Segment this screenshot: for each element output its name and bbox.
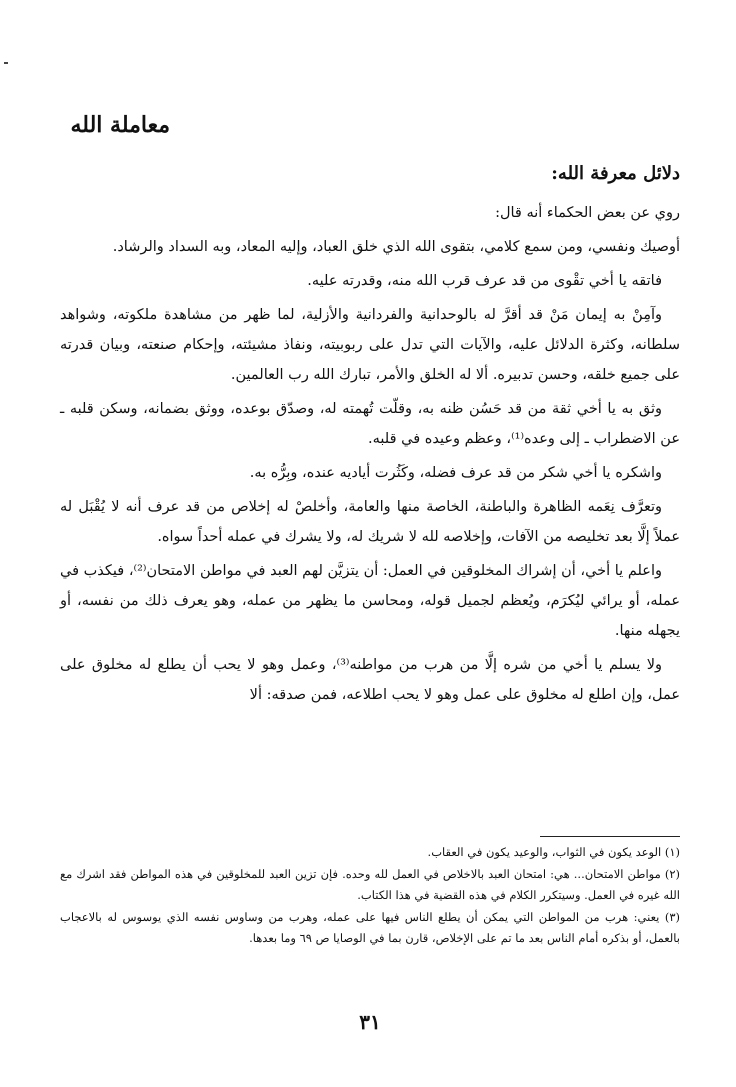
footnote-divider <box>540 836 680 837</box>
paragraph: وآمِنْ به إيمان مَنْ قد أقرَّ له بالوحدانية والفردانية والأزلية، لما ظهر من مشاهدة ملكوته، وشواهد سلطانه، وكثرة الدلائل عليه، والآيات التي تدل على ربوبيته، ونفاذ مشيئته، وإحكام صنعته، وبيان قدرته على جميع خلقه، وحسن تدبيره. ألا له الخلق والأمر، تبارك الله رب العالمين. <box>60 307 680 383</box>
footnotes <box>60 842 680 950</box>
paragraph: وتعرَّف نِعَمه الظاهرة والباطنة، الخاصة منها والعامة، وأخلصْ له إخلاص من قد عرف أنه لا يُقْبَل له عملاً إلَّا بعد تخليصه من الآفات، وإخلاصه لله لا شريك له، ولا يشرك في عمله أحداً سواه. <box>60 499 680 545</box>
footnote: (١) الوعد يكون في الثواب، والوعيد يكون في العقاب. <box>427 845 680 859</box>
paragraph: واعلم يا أخي، أن إشراك المخلوقين في العمل: أن يتزيَّن لهم العبد في مواطن الامتحان⁽²⁾، فيكذب في عمله، أو يرائي ليُكرَم، ويُعظم لجميل قوله، ومحاسن ما يظهر من عمله، وهو يعرف ذلك من نفسه، أو يجهله منها. <box>60 563 680 639</box>
paragraph: وثق به يا أخي ثقة من قد حَسُن ظنه به، وقلّت تُهمته له، وصدّق بوعده، ووثق بضمانه، وسكن قلبه ـ عن الاضطراب ـ إلى وعده⁽¹⁾، وعظم وعيده في قلبه. <box>60 401 680 447</box>
paragraph: روي عن بعض الحكماء أنه قال: <box>495 205 680 221</box>
margin-mark <box>4 62 8 64</box>
section-title: دلائل معرفة الله: <box>551 163 680 184</box>
chapter-title: معاملة الله <box>70 112 170 138</box>
paragraph: فاتقه يا أخي تقْوى من قد عرف قرب الله منه، وقدرته عليه. <box>307 273 662 289</box>
body-text <box>60 198 680 714</box>
paragraph: واشكره يا أخي شكر من قد عرف فضله، وكَثُرت أياديه عنده، وبِرُّه به. <box>249 465 662 481</box>
footnote: (٣) يعني: هرب من المواطن التي يمكن أن يطلع الناس فيها على عمله، وهرب من وساوس نفسه الذي يوسوس له بالاعجاب بالعمل، أو بذكره أمام الناس بعد ما تم على الإخلاص، قارن بما في الوصايا ص ٦٩ وما بعدها. <box>60 910 680 945</box>
book-page <box>60 0 680 1087</box>
page-number: ٣١ <box>359 1010 381 1034</box>
paragraph: أوصيك ونفسي، ومن سمع كلامي، بتقوى الله الذي خلق العباد، وإليه المعاد، وبه السداد والرشاد. <box>112 239 680 255</box>
paragraph: ولا يسلم يا أخي من شره إلَّا من هرب من مواطنه⁽³⁾، وعمل وهو لا يحب أن يطلع له مخلوق على عمل، وإن اطلع له مخلوق على عمل وهو لا يحب اطلاعه، فمن صدقه: ألا <box>60 657 680 703</box>
footnote: (٢) مواطن الامتحان... هي: امتحان العبد بالاخلاص في العمل لله وحده. فإن تزين العبد للمخلوقين في هذه المواطن فقد اشرك مع الله غيره في العمل. وسيتكرر الكلام في هذه القضية في هذا الكتاب. <box>60 867 680 902</box>
